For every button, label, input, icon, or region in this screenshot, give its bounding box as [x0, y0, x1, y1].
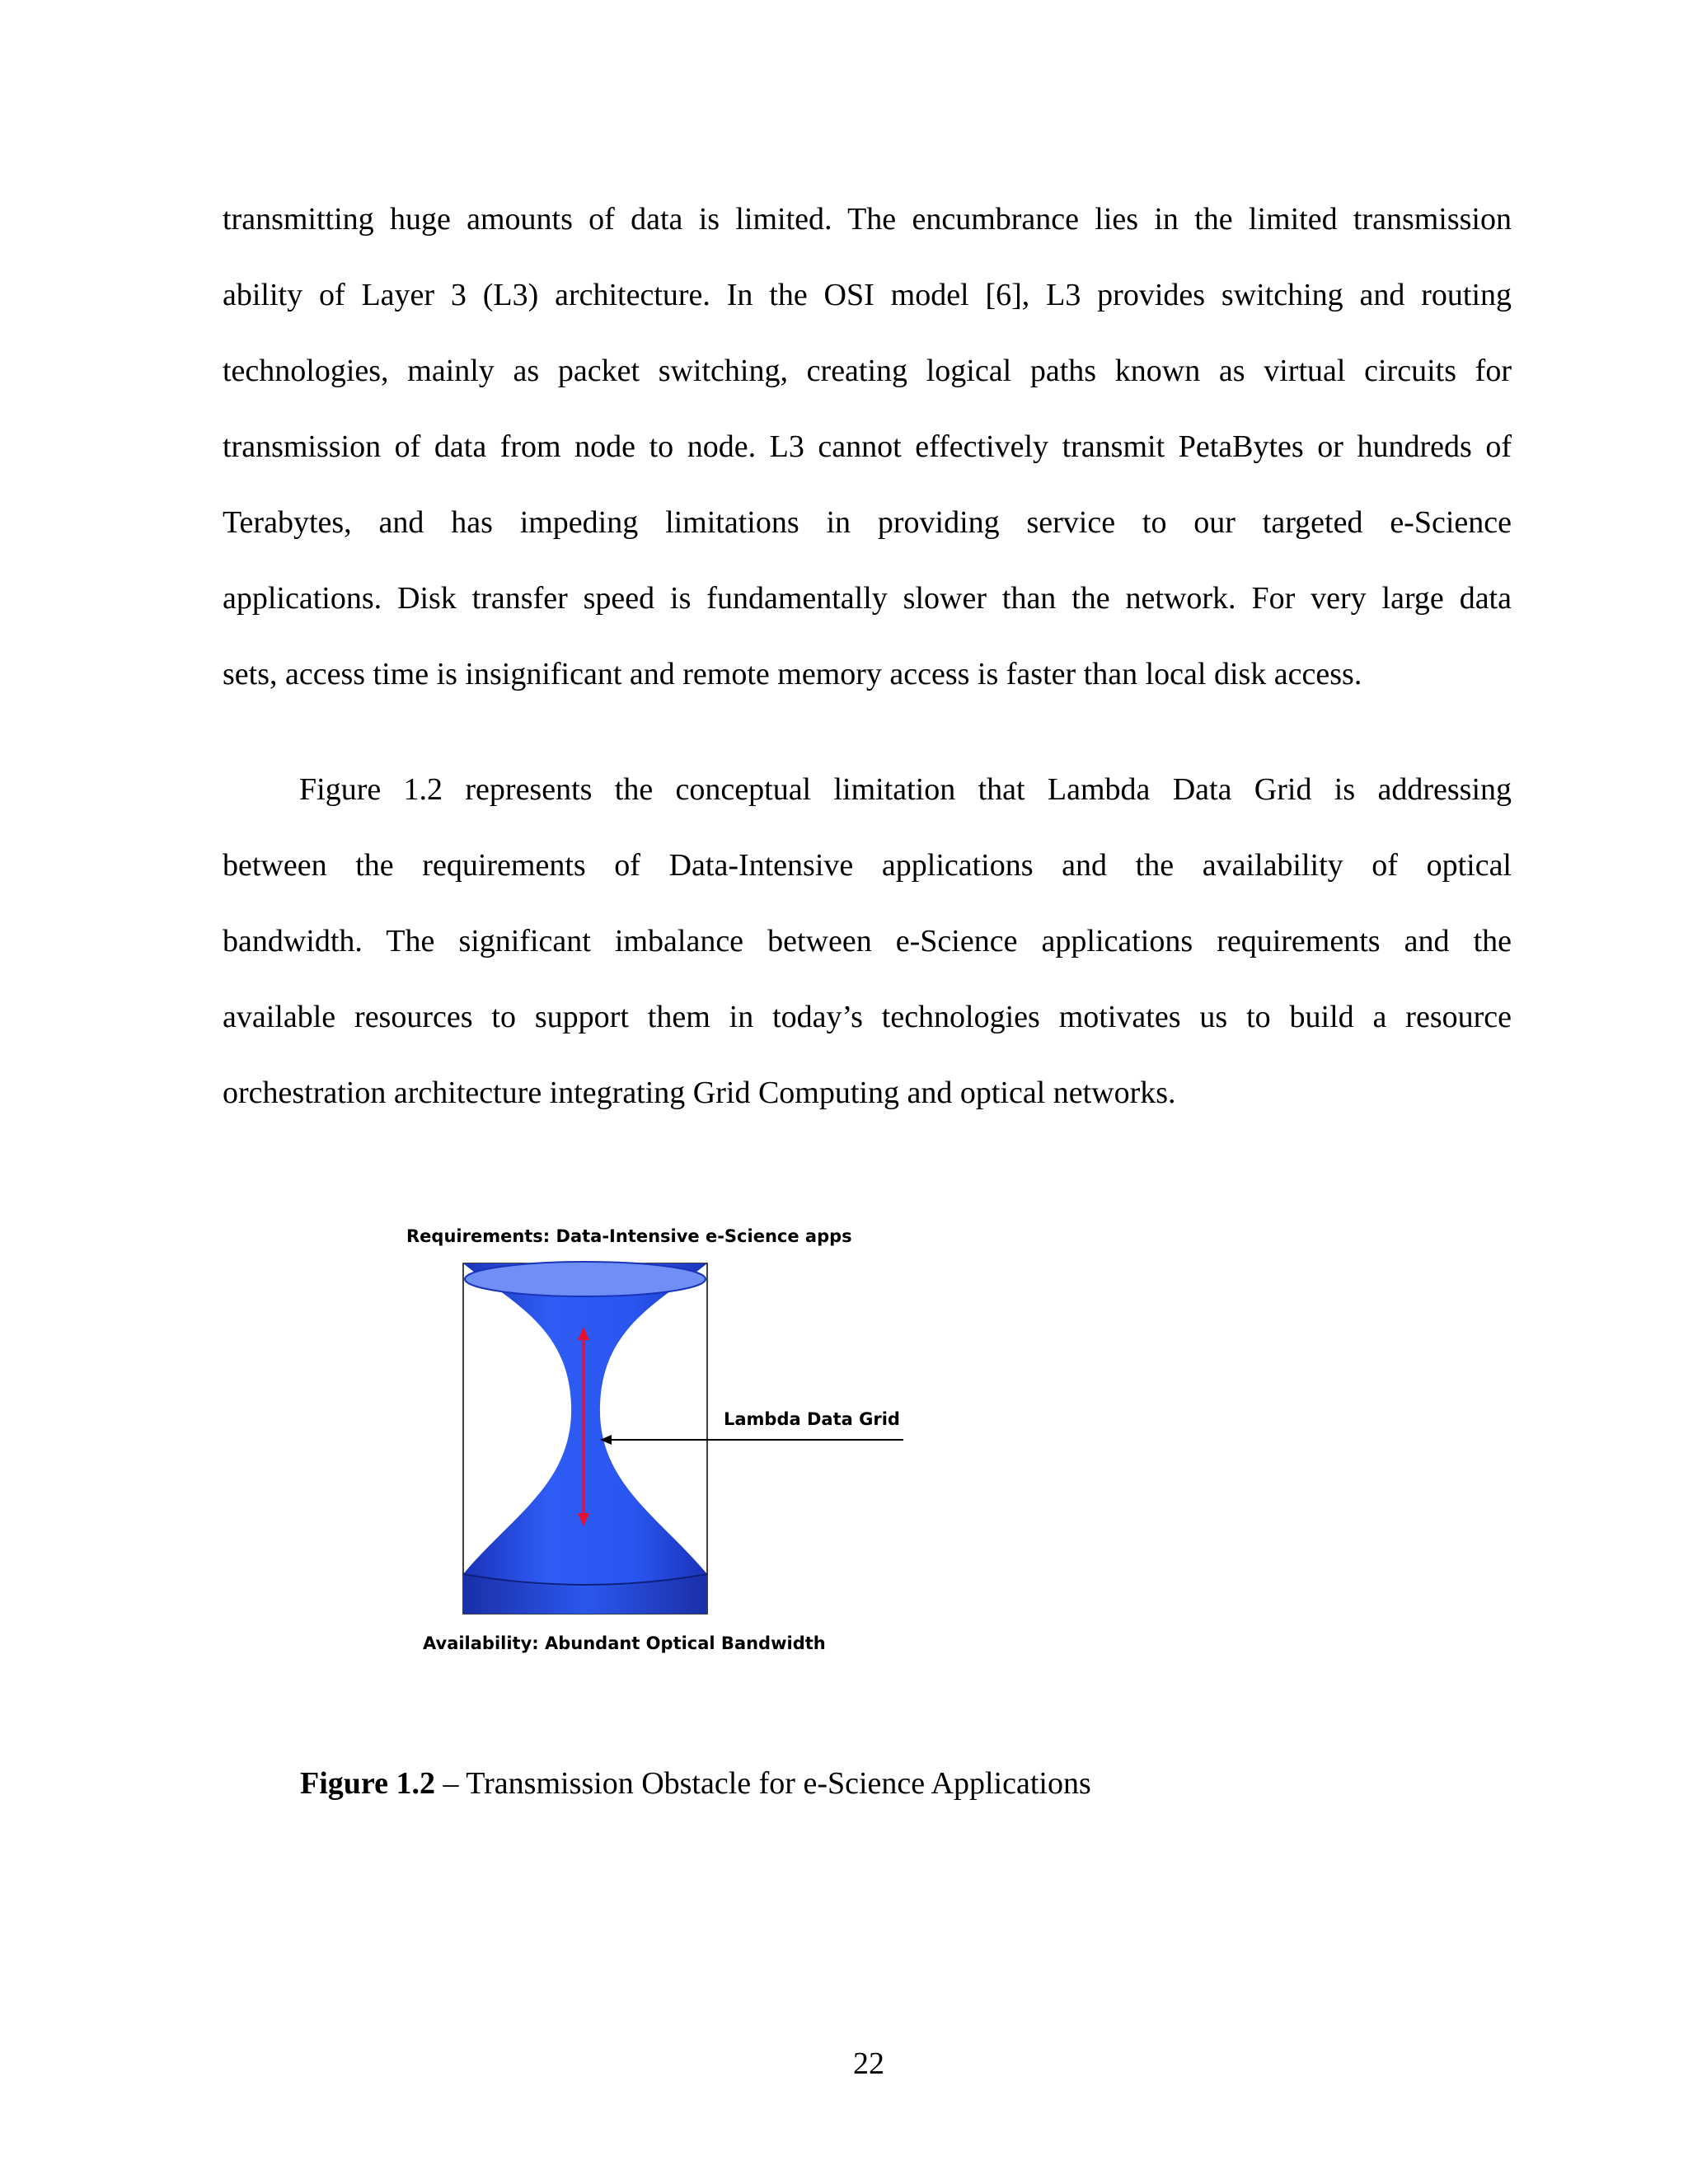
availability-label: Availability: Abundant Optical Bandwidth: [423, 1633, 826, 1653]
hourglass-body: [463, 1263, 707, 1614]
text-line: orchestration architecture integrating Grid Computing and optical networks.: [223, 1076, 1176, 1110]
paragraph-1: [223, 181, 1512, 712]
text-line: transmitting huge amounts of data is limited. The encumbrance lies in the limited transmission: [223, 202, 1512, 237]
text-line: applications. Disk transfer speed is fundamentally slower than the network. For very large data: [223, 581, 1512, 616]
text-line: transmission of data from node to node. L3 cannot effectively transmit PetaBytes or hundreds of: [223, 429, 1512, 464]
hourglass-diagram: [387, 1212, 1014, 1624]
top-ellipse: [465, 1262, 706, 1296]
text-line: between the requirements of Data-Intensive applications and the availability of optical: [223, 848, 1512, 883]
text-line: available resources to support them in today’s technologies motivates us to build a resource: [223, 1000, 1512, 1034]
requirements-label: Requirements: Data-Intensive e-Science apps: [406, 1226, 852, 1246]
text-line: bandwidth. The significant imbalance between e-Science applications requirements and the: [223, 924, 1512, 958]
text-line: sets, access time is insignificant and remote memory access is faster than local disk access.: [223, 657, 1362, 691]
caption-label: Figure 1.2: [300, 1766, 435, 1801]
page-number: 22: [853, 2046, 884, 2081]
figure-caption: [300, 1765, 1091, 1802]
hourglass-figure: [387, 1212, 1014, 1673]
text-line: technologies, mainly as packet switching, creating logical paths known as virtual circuits for: [223, 354, 1512, 388]
text-line: Terabytes, and has impeding limitations in providing service to our targeted e-Science: [223, 505, 1512, 540]
caption-text: – Transmission Obstacle for e-Science Applications: [434, 1766, 1091, 1801]
paragraph-2: [223, 752, 1512, 1131]
text-line: Figure 1.2 represents the conceptual limitation that Lambda Data Grid is addressing: [299, 772, 1512, 807]
text-line: ability of Layer 3 (L3) architecture. In the OSI model [6], L3 provides switching and routing: [223, 278, 1512, 312]
lambda-data-grid-label: Lambda Data Grid: [724, 1409, 900, 1429]
